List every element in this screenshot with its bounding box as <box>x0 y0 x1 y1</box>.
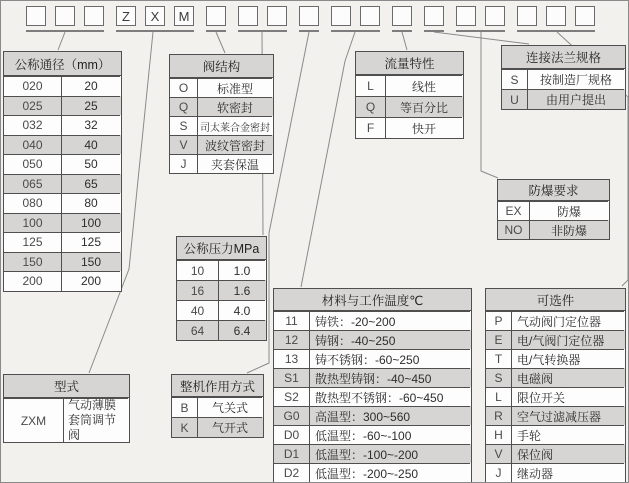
wire-material-temp <box>301 32 355 287</box>
table-flow-characteristic <box>355 51 464 139</box>
code-box <box>26 6 46 26</box>
table-row <box>274 463 471 482</box>
table-row <box>170 154 273 173</box>
code-cell: 040 <box>4 135 62 155</box>
label-cell: 继动器 <box>512 463 624 482</box>
label-cell: 低温型：-100~-200 <box>310 444 470 463</box>
code-box-letter: Z <box>116 6 136 26</box>
table-row <box>502 69 625 89</box>
code-box-group-nominal-pressure <box>238 6 287 32</box>
code-cell: J <box>486 463 512 482</box>
wire-flow-characteristic <box>402 32 407 50</box>
table-row <box>356 75 463 96</box>
code-cell: 10 <box>177 260 219 280</box>
table-row <box>502 89 625 109</box>
table-action-mode <box>171 374 264 438</box>
label-cell: 4.0 <box>219 300 265 320</box>
code-cell: J <box>170 154 198 173</box>
table-row <box>170 78 273 97</box>
code-cell: B <box>172 397 198 417</box>
label-cell: 80 <box>62 193 120 213</box>
label-cell: 125 <box>62 232 120 252</box>
code-cell: 16 <box>177 280 219 300</box>
table-title: 材料与工作温度℃ <box>274 289 471 311</box>
code-cell: 150 <box>4 252 62 272</box>
table-row <box>486 368 625 387</box>
table-title: 公称通径（mm） <box>4 52 121 76</box>
code-box <box>238 6 258 26</box>
code-cell: 40 <box>177 300 219 320</box>
table-row <box>4 193 121 213</box>
code-cell: E <box>486 330 512 349</box>
table-row <box>4 213 121 233</box>
table-row <box>486 406 625 425</box>
table-row <box>274 406 471 425</box>
label-cell: 软密封 <box>198 97 272 116</box>
code-box <box>392 6 412 26</box>
table-row <box>4 252 121 272</box>
table-row <box>177 320 266 340</box>
table-valve-structure <box>169 54 274 174</box>
code-cell: 11 <box>274 311 310 330</box>
code-box <box>331 6 351 26</box>
table-nominal-diameter <box>3 51 122 292</box>
label-cell: 快开 <box>386 117 462 138</box>
label-cell: 由用户提出 <box>528 89 624 109</box>
code-box <box>267 6 287 26</box>
table-optional-parts <box>485 288 626 483</box>
code-cell: 050 <box>4 154 62 174</box>
table-row <box>4 154 121 174</box>
code-cell: S <box>170 116 198 135</box>
table-model-type <box>3 374 130 443</box>
table-row <box>274 349 471 368</box>
label-cell: 40 <box>62 135 120 155</box>
table-row <box>274 444 471 463</box>
code-cell: V <box>170 135 198 154</box>
wire-explosion-proof <box>481 32 498 178</box>
table-row <box>274 368 471 387</box>
code-box-letter: M <box>174 6 194 26</box>
label-cell: 保位阀 <box>512 444 624 463</box>
code-cell: S <box>486 368 512 387</box>
label-cell: 32 <box>62 115 120 135</box>
code-cell: U <box>502 89 528 109</box>
label-cell: 电/气转换器 <box>512 349 624 368</box>
label-cell: 气关式 <box>198 397 262 417</box>
label-cell: 25 <box>62 96 120 116</box>
label-cell: 低温型：-60~-100 <box>310 425 470 444</box>
label-cell: 1.0 <box>219 260 265 280</box>
table-title: 公称压力MPa <box>177 237 266 260</box>
label-cell: 气动阀门定位器 <box>512 311 624 330</box>
code-box <box>456 6 476 26</box>
table-row <box>486 444 625 463</box>
code-box-letter: X <box>145 6 165 26</box>
table-row <box>177 280 266 300</box>
table-row <box>274 387 471 406</box>
label-cell: 50 <box>62 154 120 174</box>
code-box-group-valve-structure <box>206 6 226 32</box>
code-cell: 032 <box>4 115 62 135</box>
code-cell: Q <box>356 96 386 117</box>
label-cell: 按制造厂规格 <box>528 69 624 89</box>
code-cell: D2 <box>274 463 310 482</box>
table-row <box>177 260 266 280</box>
table-row <box>4 76 121 96</box>
table-row <box>170 116 273 135</box>
table-row <box>356 96 463 117</box>
code-cell: 025 <box>4 96 62 116</box>
table-nominal-pressure <box>176 236 267 341</box>
table-row <box>498 201 609 220</box>
label-cell: 150 <box>62 252 120 272</box>
code-cell: S1 <box>274 368 310 387</box>
code-box <box>546 6 566 26</box>
label-cell: 等百分比 <box>386 96 462 117</box>
table-row <box>486 330 625 349</box>
table-row <box>177 300 266 320</box>
table-flange-spec <box>501 45 626 110</box>
label-cell: 限位开关 <box>512 387 624 406</box>
label-cell: 夹套保温 <box>198 154 272 173</box>
table-row <box>4 271 121 291</box>
table-row <box>4 174 121 194</box>
wire-flange-spec <box>434 32 529 44</box>
table-title: 型式 <box>4 375 129 398</box>
code-cell: L <box>486 387 512 406</box>
table-row <box>486 311 625 330</box>
code-box-group-action-mode <box>299 6 319 32</box>
table-row <box>486 425 625 444</box>
code-cell: F <box>356 117 386 138</box>
code-box <box>299 6 319 26</box>
label-cell: 高温型：300~560 <box>310 406 470 425</box>
table-row <box>172 397 263 417</box>
code-cell: H <box>486 425 512 444</box>
code-cell: R <box>486 406 512 425</box>
code-box <box>206 6 226 26</box>
table-row <box>356 117 463 138</box>
table-row <box>486 463 625 482</box>
label-cell: 波纹管密封 <box>198 135 272 154</box>
code-cell: 125 <box>4 232 62 252</box>
code-box-group-flow-characteristic <box>392 6 412 32</box>
code-cell: 080 <box>4 193 62 213</box>
code-cell: G0 <box>274 406 310 425</box>
code-cell: 64 <box>177 320 219 340</box>
label-cell: 铸不锈钢：-60~250 <box>310 349 470 368</box>
code-cell: L <box>356 75 386 96</box>
table-row <box>498 220 609 239</box>
table-row <box>486 349 625 368</box>
code-cell: 100 <box>4 213 62 233</box>
table-title: 连接法兰规格 <box>502 46 625 69</box>
code-cell: O <box>170 78 198 97</box>
label-cell: 低温型：-200~-250 <box>310 463 470 482</box>
wire-nominal-diameter <box>58 32 65 50</box>
code-cell: K <box>172 417 198 437</box>
table-title: 可选件 <box>486 289 625 311</box>
label-cell: 20 <box>62 76 120 96</box>
table-title: 流量特性 <box>356 52 463 75</box>
code-cell: 020 <box>4 76 62 96</box>
table-row <box>170 97 273 116</box>
label-cell: 65 <box>62 174 120 194</box>
table-row <box>274 425 471 444</box>
code-box-group-model-type <box>116 6 194 32</box>
code-cell: P <box>486 311 512 330</box>
code-cell: EX <box>498 201 530 220</box>
code-cell: NO <box>498 220 530 239</box>
code-cell: S <box>502 69 528 89</box>
code-cell: Q <box>170 97 198 116</box>
code-cell: D1 <box>274 444 310 463</box>
code-box <box>575 6 595 26</box>
code-box <box>360 6 380 26</box>
table-title: 防爆要求 <box>498 180 609 201</box>
label-cell: 1.6 <box>219 280 265 300</box>
label-cell: 线性 <box>386 75 462 96</box>
table-row <box>4 96 121 116</box>
label-cell: 散热型不锈钢：-60~450 <box>310 387 470 406</box>
code-cell: 065 <box>4 174 62 194</box>
label-cell: 散热型铸钢：-40~450 <box>310 368 470 387</box>
label-cell: 空气过滤减压器 <box>512 406 624 425</box>
table-row <box>4 398 129 442</box>
label-cell: 司太莱合金密封 <box>198 116 272 135</box>
table-material-temp <box>273 288 472 483</box>
table-explosion-proof <box>497 179 610 240</box>
label-cell: 铸钢：-40~250 <box>310 330 470 349</box>
label-cell: 气开式 <box>198 417 262 437</box>
table-row <box>172 417 263 437</box>
code-box <box>424 6 444 26</box>
wire-valve-structure <box>216 32 225 53</box>
label-cell: 标准型 <box>198 78 272 97</box>
code-cell: 12 <box>274 330 310 349</box>
code-cell: D0 <box>274 425 310 444</box>
label-cell: 电磁阀 <box>512 368 624 387</box>
code-box-group-explosion-proof <box>456 6 505 32</box>
table-row <box>486 387 625 406</box>
table-row <box>274 330 471 349</box>
table-row <box>170 135 273 154</box>
code-box <box>517 6 537 26</box>
code-box <box>55 6 75 26</box>
code-box-group-nominal-diameter <box>26 6 104 32</box>
code-cell: 200 <box>4 271 62 291</box>
table-title: 整机作用方式 <box>172 375 263 397</box>
code-box <box>84 6 104 26</box>
code-cell: V <box>486 444 512 463</box>
label-cell: 200 <box>62 271 120 291</box>
label-cell: 非防爆 <box>530 220 608 239</box>
label-cell: 防爆 <box>530 201 608 220</box>
code-cell: S2 <box>274 387 310 406</box>
code-box-group-optional-parts <box>517 6 595 32</box>
label-cell: 6.4 <box>219 320 265 340</box>
table-row <box>4 232 121 252</box>
table-row <box>274 311 471 330</box>
code-box-group-material-temp <box>331 6 380 32</box>
label-cell: 100 <box>62 213 120 233</box>
table-title: 阀结构 <box>170 55 273 78</box>
table-row <box>4 115 121 135</box>
code-cell: ZXM <box>4 398 64 442</box>
label-cell: 铸铁：-20~200 <box>310 311 470 330</box>
code-cell: 13 <box>274 349 310 368</box>
label-cell: 气动薄膜套筒调节阀 <box>64 398 128 442</box>
table-row <box>4 135 121 155</box>
code-cell: T <box>486 349 512 368</box>
label-cell: 手轮 <box>512 425 624 444</box>
label-cell: 电/气阀门定位器 <box>512 330 624 349</box>
code-box <box>485 6 505 26</box>
code-box-group-flange-spec <box>424 6 444 32</box>
